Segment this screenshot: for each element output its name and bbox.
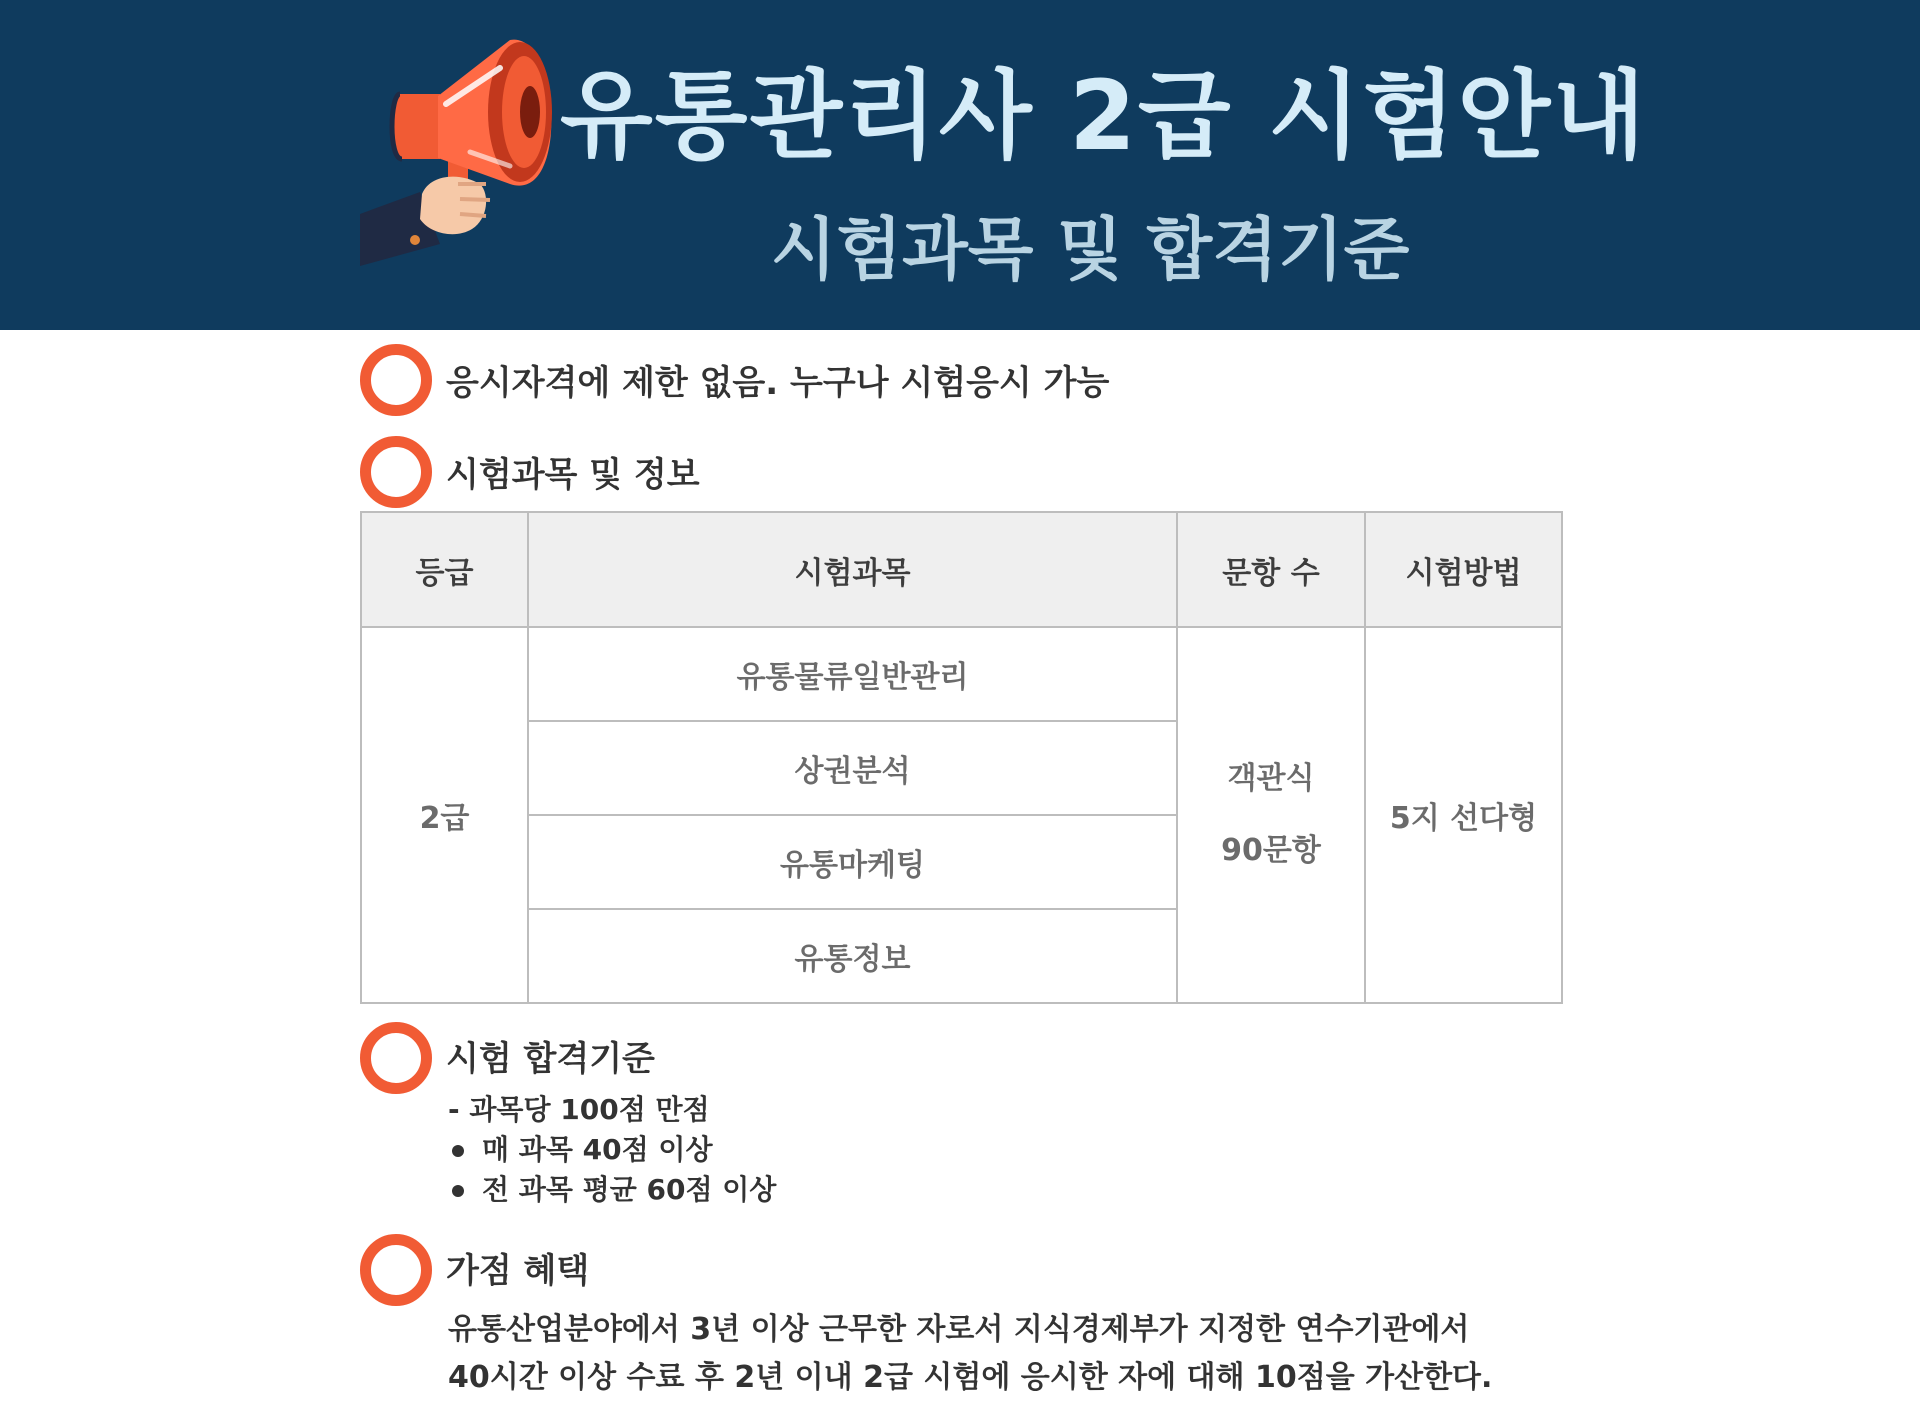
subject-cell: 유통정보: [528, 909, 1177, 1003]
column-header-grade: 등급: [361, 512, 528, 627]
table-header-row: [361, 512, 1562, 627]
column-header-method: 시험방법: [1365, 512, 1562, 627]
bonus-line-1: 유통산업분야에서 3년 이상 근무한 자로서 지식경제부가 지정한 연수기관에서: [448, 1312, 1470, 1347]
qualification-text: 응시자격에 제한 없음. 누구나 시험응시 가능: [446, 363, 1110, 403]
rule-text: 매 과목 40점 이상: [482, 1133, 713, 1166]
question-type: 객관식: [1227, 761, 1315, 796]
page-subtitle: 시험과목 및 합격기준: [770, 211, 1410, 290]
question-count: 90문항: [1221, 833, 1321, 868]
question-cell: [1177, 627, 1365, 1003]
passing-note: - 과목당 100점 만점: [448, 1093, 710, 1126]
table-row: [361, 627, 1562, 721]
grade-cell: 2급: [361, 627, 528, 1003]
bullet-dot-icon: [452, 1185, 464, 1197]
subject-cell: 상권분석: [528, 721, 1177, 815]
page-title: 유통관리사 2급 시험안내: [560, 60, 1648, 172]
list-item: [452, 1128, 713, 1168]
list-item: [452, 1168, 776, 1208]
subject-cell: 유통물류일반관리: [528, 627, 1177, 721]
column-header-subject: 시험과목: [528, 512, 1177, 627]
bullet-dot-icon: [452, 1145, 464, 1157]
passing-heading: 시험 합격기준: [446, 1039, 655, 1079]
subjects-heading: 시험과목 및 정보: [446, 455, 700, 495]
circle-bullet-icon: [360, 1234, 432, 1306]
subjects-table: [360, 511, 1563, 1004]
bonus-heading: 가점 혜택: [446, 1251, 590, 1291]
circle-bullet-icon: [360, 344, 432, 416]
subject-cell: 유통마케팅: [528, 815, 1177, 909]
circle-bullet-icon: [360, 436, 432, 508]
header-banner: [0, 0, 1920, 330]
bonus-line-2: 40시간 이상 수료 후 2년 이내 2급 시험에 응시한 자에 대해 10점을 가산한다.: [448, 1360, 1493, 1395]
method-cell: 5지 선다형: [1365, 627, 1562, 1003]
megaphone-icon: [360, 34, 570, 274]
circle-bullet-icon: [360, 1022, 432, 1094]
column-header-count: 문항 수: [1177, 512, 1365, 627]
rule-text: 전 과목 평균 60점 이상: [482, 1173, 777, 1206]
